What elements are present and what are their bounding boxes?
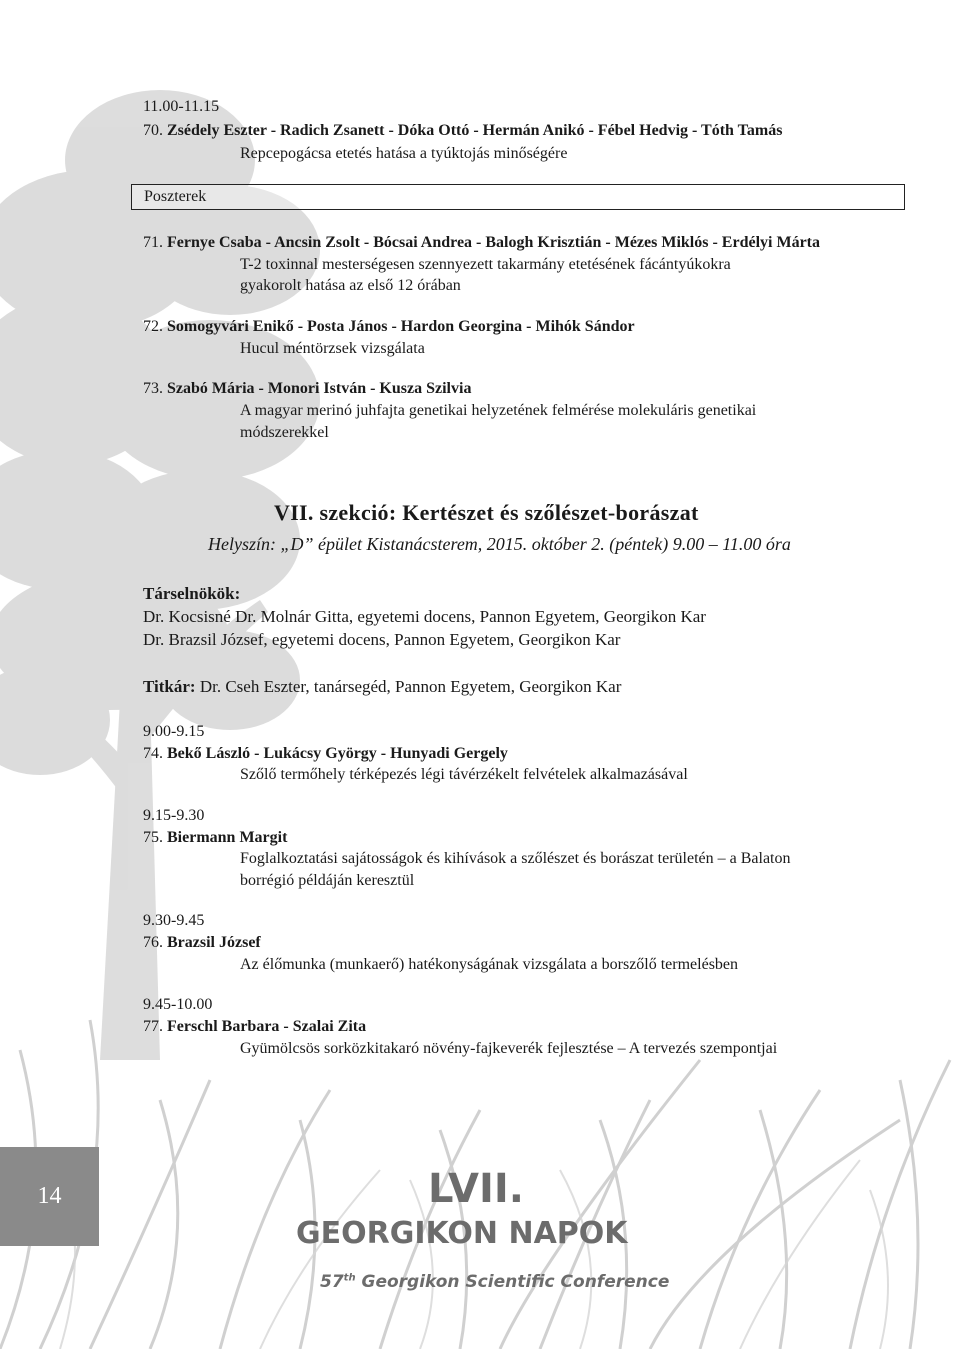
poster-authors — [143, 234, 820, 252]
cochair-2: Dr. Brazsil József, egyetemi docens, Pannon Egyetem, Georgikon Kar — [143, 630, 621, 649]
secretary-text: Dr. Cseh Eszter, tanársegéd, Pannon Egyetem, Georgikon Kar — [195, 677, 622, 696]
brand-subtitle-text: Georgikon Scientific Conference — [355, 1272, 670, 1292]
poster-title-line1: T-2 toxinnal mesterségesen szennyezett takarmány etetésének fácántyúkokra — [240, 256, 731, 273]
poster-number: 73. — [143, 380, 163, 397]
talk-authors — [143, 1018, 366, 1036]
talk-number: 70. — [143, 122, 163, 139]
talk-title-line2: borrégió példáján keresztül — [240, 872, 415, 889]
talk-title: Szőlő termőhely térképezés légi távérzékelt felvételek alkalmazásával — [240, 766, 688, 783]
talk-authors — [143, 122, 782, 140]
poster-title-line1: A magyar merinó juhfajta genetikai helyzetének felmérése molekuláris genetikai — [240, 402, 757, 419]
cochair-1: Dr. Kocsisné Dr. Molnár Gitta, egyetemi docens, Pannon Egyetem, Georgikon Kar — [143, 607, 706, 626]
talk-authors-text: Zsédely Eszter - Radich Zsanett - Dóka Ottó - Hermán Anikó - Fébel Hedvig - Tóth Tamás — [167, 122, 783, 139]
page-number-box — [0, 1147, 99, 1246]
poster-title-line2: gyakorolt hatása az első 12 órában — [240, 277, 461, 294]
talk-time: 9.00-9.15 — [143, 723, 205, 740]
talk-number: 76. — [143, 934, 163, 951]
brand-ordinal-suffix: th — [343, 1272, 356, 1284]
page-number: 14 — [37, 1183, 62, 1209]
brand-name: GEORGIKON NAPOK — [296, 1216, 628, 1251]
talk-authors — [143, 745, 508, 763]
poster-number: 71. — [143, 234, 163, 251]
section-title: VII. szekció: Kertészet és szőlészet-borászat — [274, 500, 699, 525]
poster-authors-text: Somogyvári Enikő - Posta János - Hardon Georgina - Mihók Sándor — [167, 318, 635, 335]
talk-number: 74. — [143, 745, 163, 762]
posters-header-box — [131, 184, 905, 210]
talk-authors-text: Ferschl Barbara - Szalai Zita — [167, 1018, 367, 1035]
talk-title: Gyümölcsös sorközkitakaró növény-fajkeverék fejlesztése – A tervezés szempontjai — [240, 1040, 778, 1057]
poster-title-line2: módszerekkel — [240, 424, 329, 441]
posters-header-label: Poszterek — [144, 188, 207, 205]
brand-subtitle — [320, 1272, 669, 1292]
talk-authors — [143, 829, 287, 847]
talk-time: 9.45-10.00 — [143, 996, 213, 1013]
poster-authors-text: Fernye Csaba - Ancsin Zsolt - Bócsai Andrea - Balogh Krisztián - Mézes Miklós - Erdélyi Márta — [167, 234, 820, 251]
talk-authors-text: Bekő László - Lukácsy György - Hunyadi Gergely — [167, 745, 508, 762]
poster-authors — [143, 318, 635, 336]
talk-authors-text: Brazsil József — [167, 934, 261, 951]
talk-authors-text: Biermann Margit — [167, 829, 288, 846]
talk-time: 11.00-11.15 — [143, 98, 220, 115]
talk-number: 75. — [143, 829, 163, 846]
talk-number: 77. — [143, 1018, 163, 1035]
section-venue: Helyszín: „D” épület Kistanácsterem, 2015. október 2. (péntek) 9.00 – 11.00 óra — [208, 534, 791, 554]
poster-authors-text: Szabó Mária - Monori István - Kusza Szilvia — [167, 380, 472, 397]
brand-edition: LVII. — [428, 1166, 524, 1212]
talk-time: 9.15-9.30 — [143, 807, 205, 824]
talk-authors — [143, 934, 261, 952]
poster-title: Hucul méntörzsek vizsgálata — [240, 340, 425, 357]
secretary-label: Titkár: — [143, 677, 196, 696]
talk-title: Repcepogácsa etetés hatása a tyúktojás minőségére — [240, 145, 568, 162]
talk-title: Az élőmunka (munkaerő) hatékonyságának vizsgálata a borszőlő termelésben — [240, 956, 739, 973]
talk-time: 9.30-9.45 — [143, 912, 205, 929]
talk-title-line1: Foglalkoztatási sajátosságok és kihívások a szőlészet és borászat területén – a Balaton — [240, 850, 791, 867]
poster-authors — [143, 380, 471, 398]
cochairs-label: Társelnökök: — [143, 584, 241, 603]
poster-number: 72. — [143, 318, 163, 335]
secretary-line — [143, 677, 621, 697]
brand-ordinal: 57 — [320, 1272, 344, 1292]
